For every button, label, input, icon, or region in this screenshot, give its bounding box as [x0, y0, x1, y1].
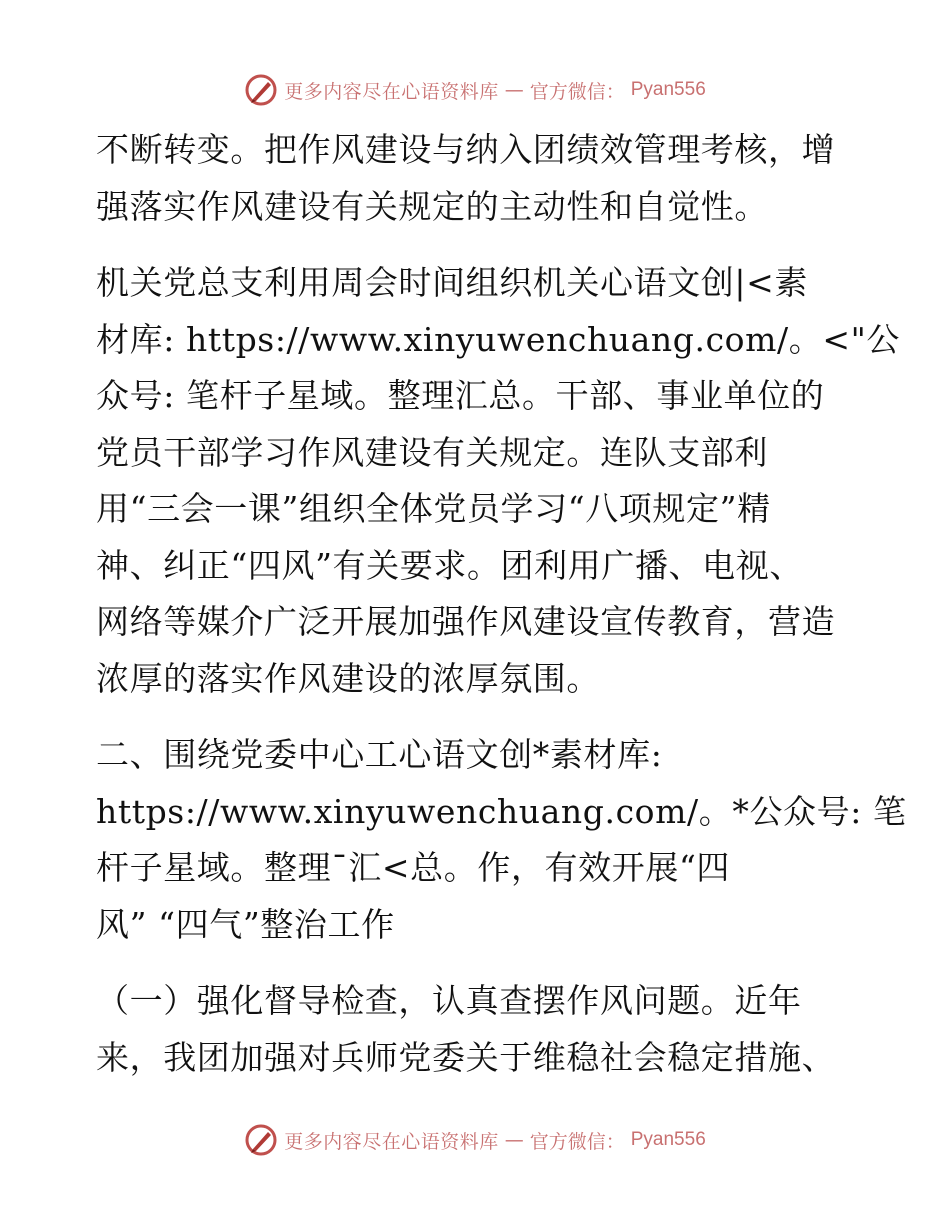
text-line: 浓厚的落实作风建设的浓厚氛围。	[96, 658, 600, 698]
text-line: 党员干部学习作风建设有关规定。连队支部利	[96, 432, 768, 472]
text-line: 神、纠正“四风”有关要求。团利用广播、电视、	[96, 545, 803, 585]
pen-logo-icon	[244, 73, 278, 107]
text-line: 强落实作风建设有关规定的主动性和自觉性。	[96, 186, 768, 226]
text-line: 用“三会一课”组织全体党员学习“八项规定”精	[96, 489, 771, 528]
text-line: 杆子星域。整理¯汇<总。作，有效开展“四	[96, 848, 731, 887]
pen-logo-icon	[244, 1123, 278, 1157]
banner-text: 更多内容尽在心语资料库	[284, 80, 499, 103]
text-line: 风” “四气”整治工作	[96, 904, 395, 944]
text-line: 众号: 笔杆子星域。整理汇总。干部、事业单位的	[96, 376, 825, 415]
paragraph-3	[96, 727, 907, 953]
text-line: 不断转变。把作风建设与纳入团绩效管理考核，增	[96, 130, 836, 169]
footer-banner	[0, 1120, 950, 1160]
paragraph-1	[96, 122, 856, 235]
banner-official-label: 官方微信：	[529, 1130, 625, 1153]
text-line: https://www.xinyuwenchuang.com/。*公众号: 笔	[96, 791, 907, 831]
banner-official-label: 官方微信：	[529, 80, 625, 103]
document-body	[96, 122, 907, 1086]
banner-wechat-id: Pyan556	[630, 79, 706, 100]
text-line: （一）强化督导检查，认真查摆作风问题。近年	[96, 981, 802, 1020]
text-line: 机关党总支利用周会时间组织机关心语文创|<素	[96, 263, 808, 302]
text-line: 二、围绕党委中心工心语文创*素材库:	[96, 735, 663, 774]
paragraph-2	[96, 255, 900, 707]
header-banner	[0, 70, 950, 110]
banner-dash: —	[504, 79, 524, 101]
text-line: 网络等媒介广泛开展加强作风建设宣传教育，营造	[96, 602, 836, 641]
text-line: 来，我团加强对兵师党委关于维稳社会稳定措施、	[96, 1037, 836, 1077]
banner-dash: —	[504, 1129, 524, 1151]
paragraph-4	[96, 973, 856, 1086]
text-line: 材库: https://www.xinyuwenchuang.com/。<"公	[96, 319, 900, 359]
banner-wechat-id: Pyan556	[630, 1129, 706, 1150]
banner-text: 更多内容尽在心语资料库	[284, 1130, 499, 1153]
